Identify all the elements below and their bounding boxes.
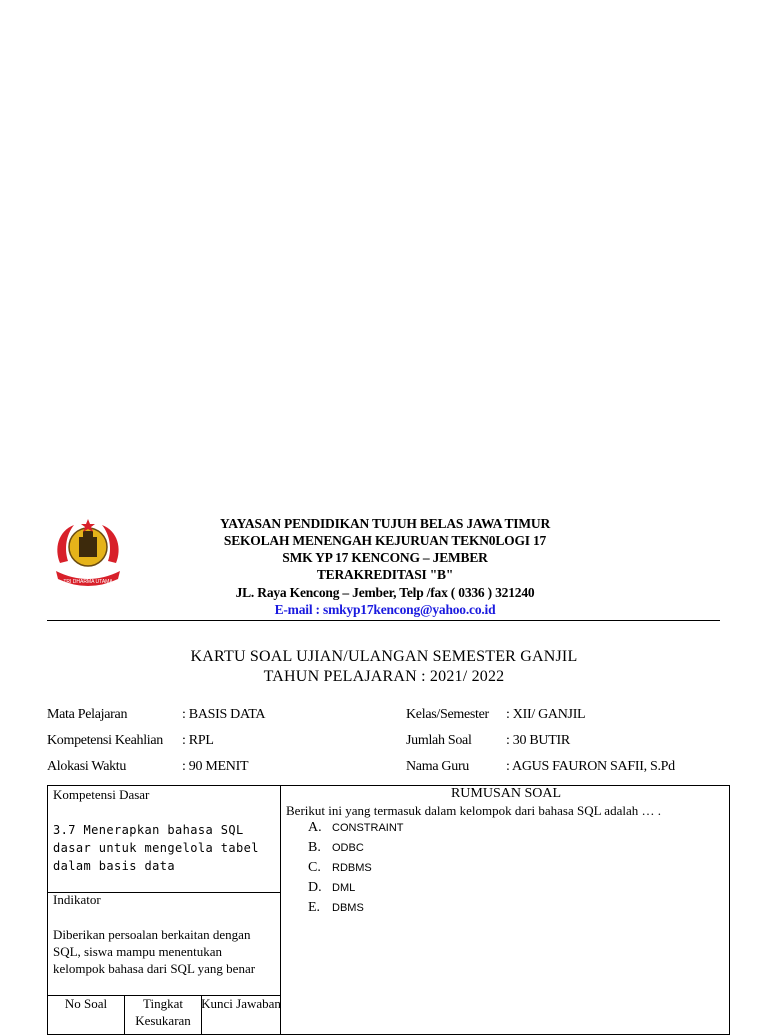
mapel-value: : BASIS DATA [182,707,266,722]
kd-text: 3.7 Menerapkan bahasa SQL dasar untuk mengelola tabel dalam basis data [53,823,259,873]
school-name: SEKOLAH MENENGAH KEJURUAN TEKN0LOGI 17 [223,533,547,548]
jumlah-label: Jumlah Soal [406,733,472,748]
col-tingkat: Tingkat Kesukaran [135,996,191,1028]
jumlah-value: : 30 BUTIR [506,733,570,748]
option-b-text: ODBC [332,842,364,854]
indikator-text: Diberikan persoalan berkaitan dengan SQL, siswa mampu menentukan kelompok bahasa dari SQL yang benar [53,927,256,976]
option-c-letter: C. [308,860,321,875]
option-d-text: DML [332,882,356,894]
guru-value: : AGUS FAURON SAFII, S.Pd [506,759,675,774]
option-e-text: DBMS [332,902,364,914]
option-d-letter: D. [308,880,322,895]
school-email-link[interactable]: E-mail : smkyp17kencong@yahoo.co.id [274,602,496,617]
school-address: JL. Raya Kencong – Jember, Telp /fax ( 0336 ) 321240 [235,585,535,600]
academic-year: TAHUN PELAJARAN : 2021/ 2022 [263,668,505,685]
school-short-name: SMK YP 17 KENCONG – JEMBER [282,550,488,565]
kelas-value: : XII/ GANJIL [506,707,586,722]
col-kunci: Kunci Jawaban [201,996,281,1011]
mapel-label: Mata Pelajaran [47,707,128,722]
rumusan-header: RUMUSAN SOAL [450,786,562,801]
kelas-label: Kelas/Semester [406,707,489,722]
question-text: Berikut ini yang termasuk dalam kelompok dari bahasa SQL adalah … . [286,803,661,818]
school-emblem-icon [52,517,124,593]
kd-header: Kompetensi Dasar [53,787,150,802]
guru-label: Nama Guru [406,759,470,774]
option-a-letter: A. [308,820,322,835]
option-e-letter: E. [308,900,321,915]
accreditation: TERAKREDITASI "B" [316,567,454,582]
kompetensi-label: Kompetensi Keahlian [47,733,163,748]
alokasi-value: : 90 MENIT [182,759,249,774]
option-c-text: RDBMS [332,862,372,874]
kompetensi-value: : RPL [182,733,214,748]
option-a-text: CONSTRAINT [332,822,404,834]
col-no-soal: No Soal [64,996,108,1011]
foundation-name: YAYASAN PENDIDIKAN TUJUH BELAS JAWA TIMUR [219,516,550,531]
document-title: KARTU SOAL UJIAN/ULANGAN SEMESTER GANJIL [190,648,578,665]
alokasi-label: Alokasi Waktu [47,759,127,774]
svg-text:TRI DHARMA UTAMA: TRI DHARMA UTAMA [63,579,113,585]
indikator-header: Indikator [53,892,101,907]
option-b-letter: B. [308,840,321,855]
letterhead-divider [47,620,720,621]
